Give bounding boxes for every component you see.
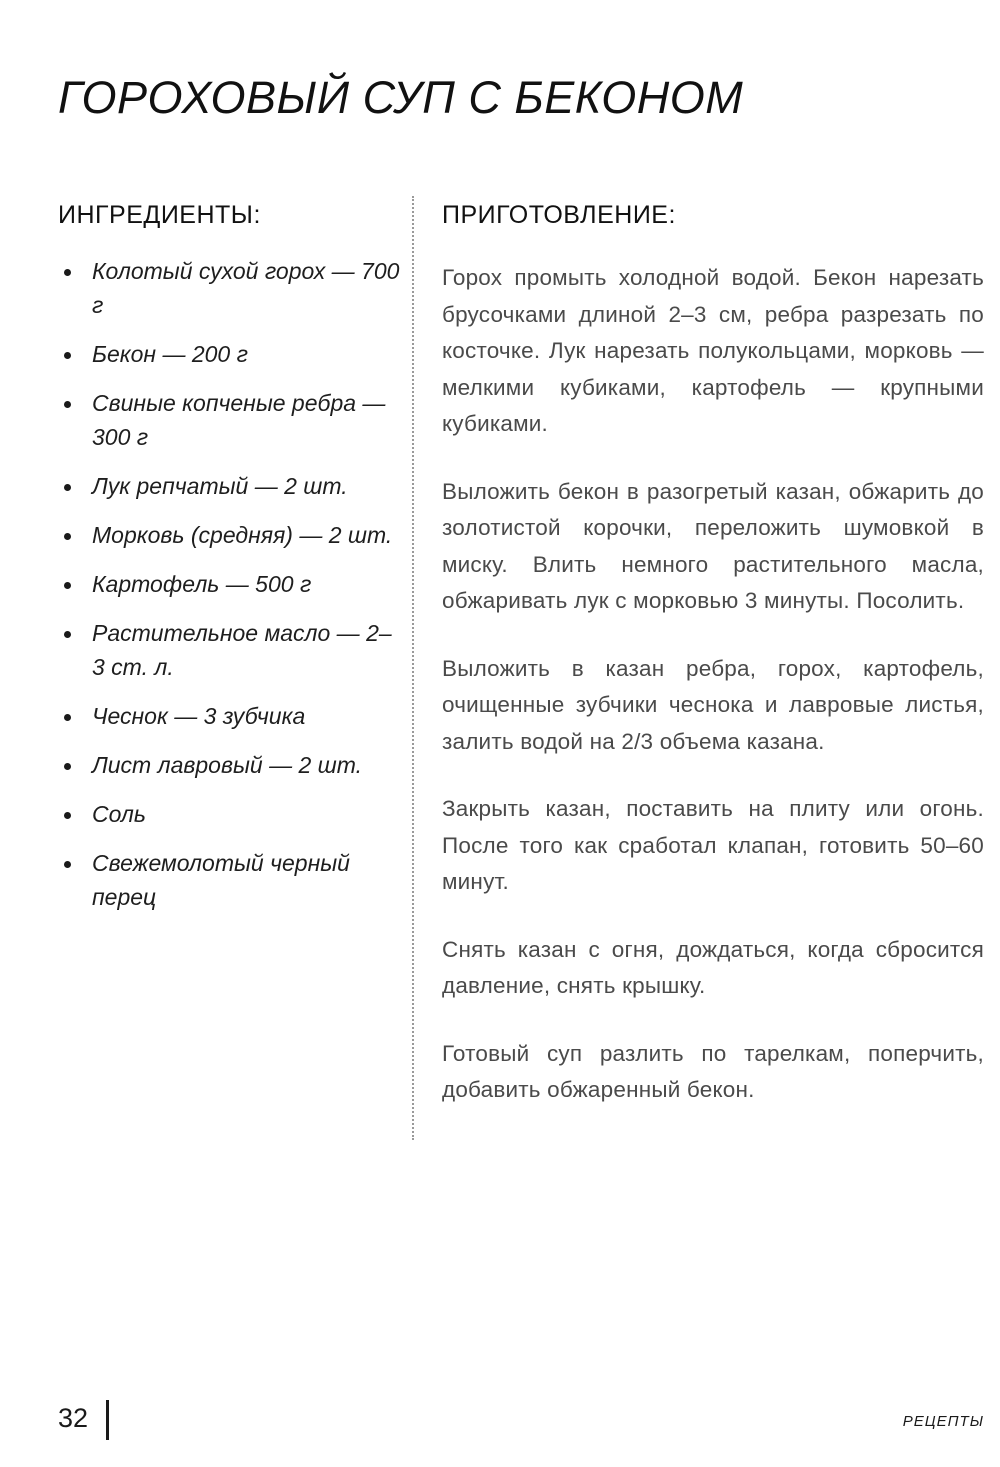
ingredient-item: [58, 846, 403, 914]
ingredient-text: Морковь (средняя) — 2 шт.: [92, 522, 393, 548]
ingredient-text: Соль: [92, 801, 146, 827]
preparation-step: Выложить бекон в разогретый казан, обжарить до золотистой корочки, переложить шумовкой в миску. Влить немного растительного масла, обжаривать лук с морковью 3 минуты. Посолить.: [442, 478, 984, 613]
preparation-heading: ПРИГОТОВЛЕНИЕ:: [442, 201, 676, 229]
preparation-steps: [442, 260, 984, 1109]
bullet-icon: [64, 582, 71, 589]
bullet-icon: [64, 812, 71, 819]
bullet-icon: [64, 352, 71, 359]
ingredient-item: [58, 699, 403, 733]
ingredients-column: [58, 198, 403, 929]
ingredient-text: Колотый сухой горох — 700 г: [92, 258, 400, 318]
ingredient-text: Растительное масло — 2–3 ст. л.: [92, 620, 392, 680]
preparation-step: Готовый суп разлить по тарелкам, поперчить, добавить обжаренный бекон.: [442, 1040, 984, 1102]
preparation-step: Горох промыть холодной водой. Бекон нарезать брусочками длиной 2–3 см, ребра разрезать по косточке. Лук нарезать полукольцами, морковь — мелкими кубиками, картофель — крупными кубиками.: [442, 265, 984, 436]
ingredient-item: [58, 469, 403, 503]
bullet-icon: [64, 401, 71, 408]
ingredient-text: Лук репчатый — 2 шт.: [92, 473, 348, 499]
ingredient-item: [58, 748, 403, 782]
ingredient-text: Картофель — 500 г: [92, 571, 312, 597]
section-label: РЕЦЕПТЫ: [902, 1413, 984, 1430]
bullet-icon: [64, 714, 71, 721]
ingredient-text: Свиные копченые ребра — 300 г: [92, 390, 386, 450]
ingredient-item: [58, 254, 403, 322]
ingredient-item: [58, 386, 403, 454]
ingredients-list: [58, 254, 403, 914]
column-divider: [412, 196, 414, 1140]
ingredient-text: Свежемолотый черный перец: [92, 850, 350, 910]
ingredient-text: Бекон — 200 г: [92, 341, 248, 367]
preparation-step: Закрыть казан, поставить на плиту или огонь. После того как сработал клапан, готовить 50–60 минут.: [442, 796, 984, 894]
bullet-icon: [64, 861, 71, 868]
bullet-icon: [64, 631, 71, 638]
ingredient-item: [58, 616, 403, 684]
bullet-icon: [64, 763, 71, 770]
footer-divider: [106, 1400, 109, 1440]
bullet-icon: [64, 533, 71, 540]
preparation-step: Выложить в казан ребра, горох, картофель, очищенные зубчики чеснока и лавровые листья, залить водой на 2/3 объема казана.: [442, 655, 984, 754]
bullet-icon: [64, 484, 71, 491]
ingredients-heading: ИНГРЕДИЕНТЫ:: [58, 201, 261, 229]
preparation-step: Снять казан с огня, дождаться, когда сбросится давление, снять крышку.: [442, 936, 984, 998]
ingredient-item: [58, 337, 403, 371]
ingredient-item: [58, 797, 403, 831]
ingredient-text: Чеснок — 3 зубчика: [92, 703, 306, 729]
page-number: 32: [58, 1403, 89, 1433]
ingredient-item: [58, 567, 403, 601]
page-title: ГОРОХОВЫЙ СУП С БЕКОНОМ: [58, 72, 744, 123]
bullet-icon: [64, 269, 71, 276]
preparation-column: [442, 198, 984, 1140]
ingredient-item: [58, 518, 403, 552]
ingredient-text: Лист лавровый — 2 шт.: [92, 752, 363, 778]
